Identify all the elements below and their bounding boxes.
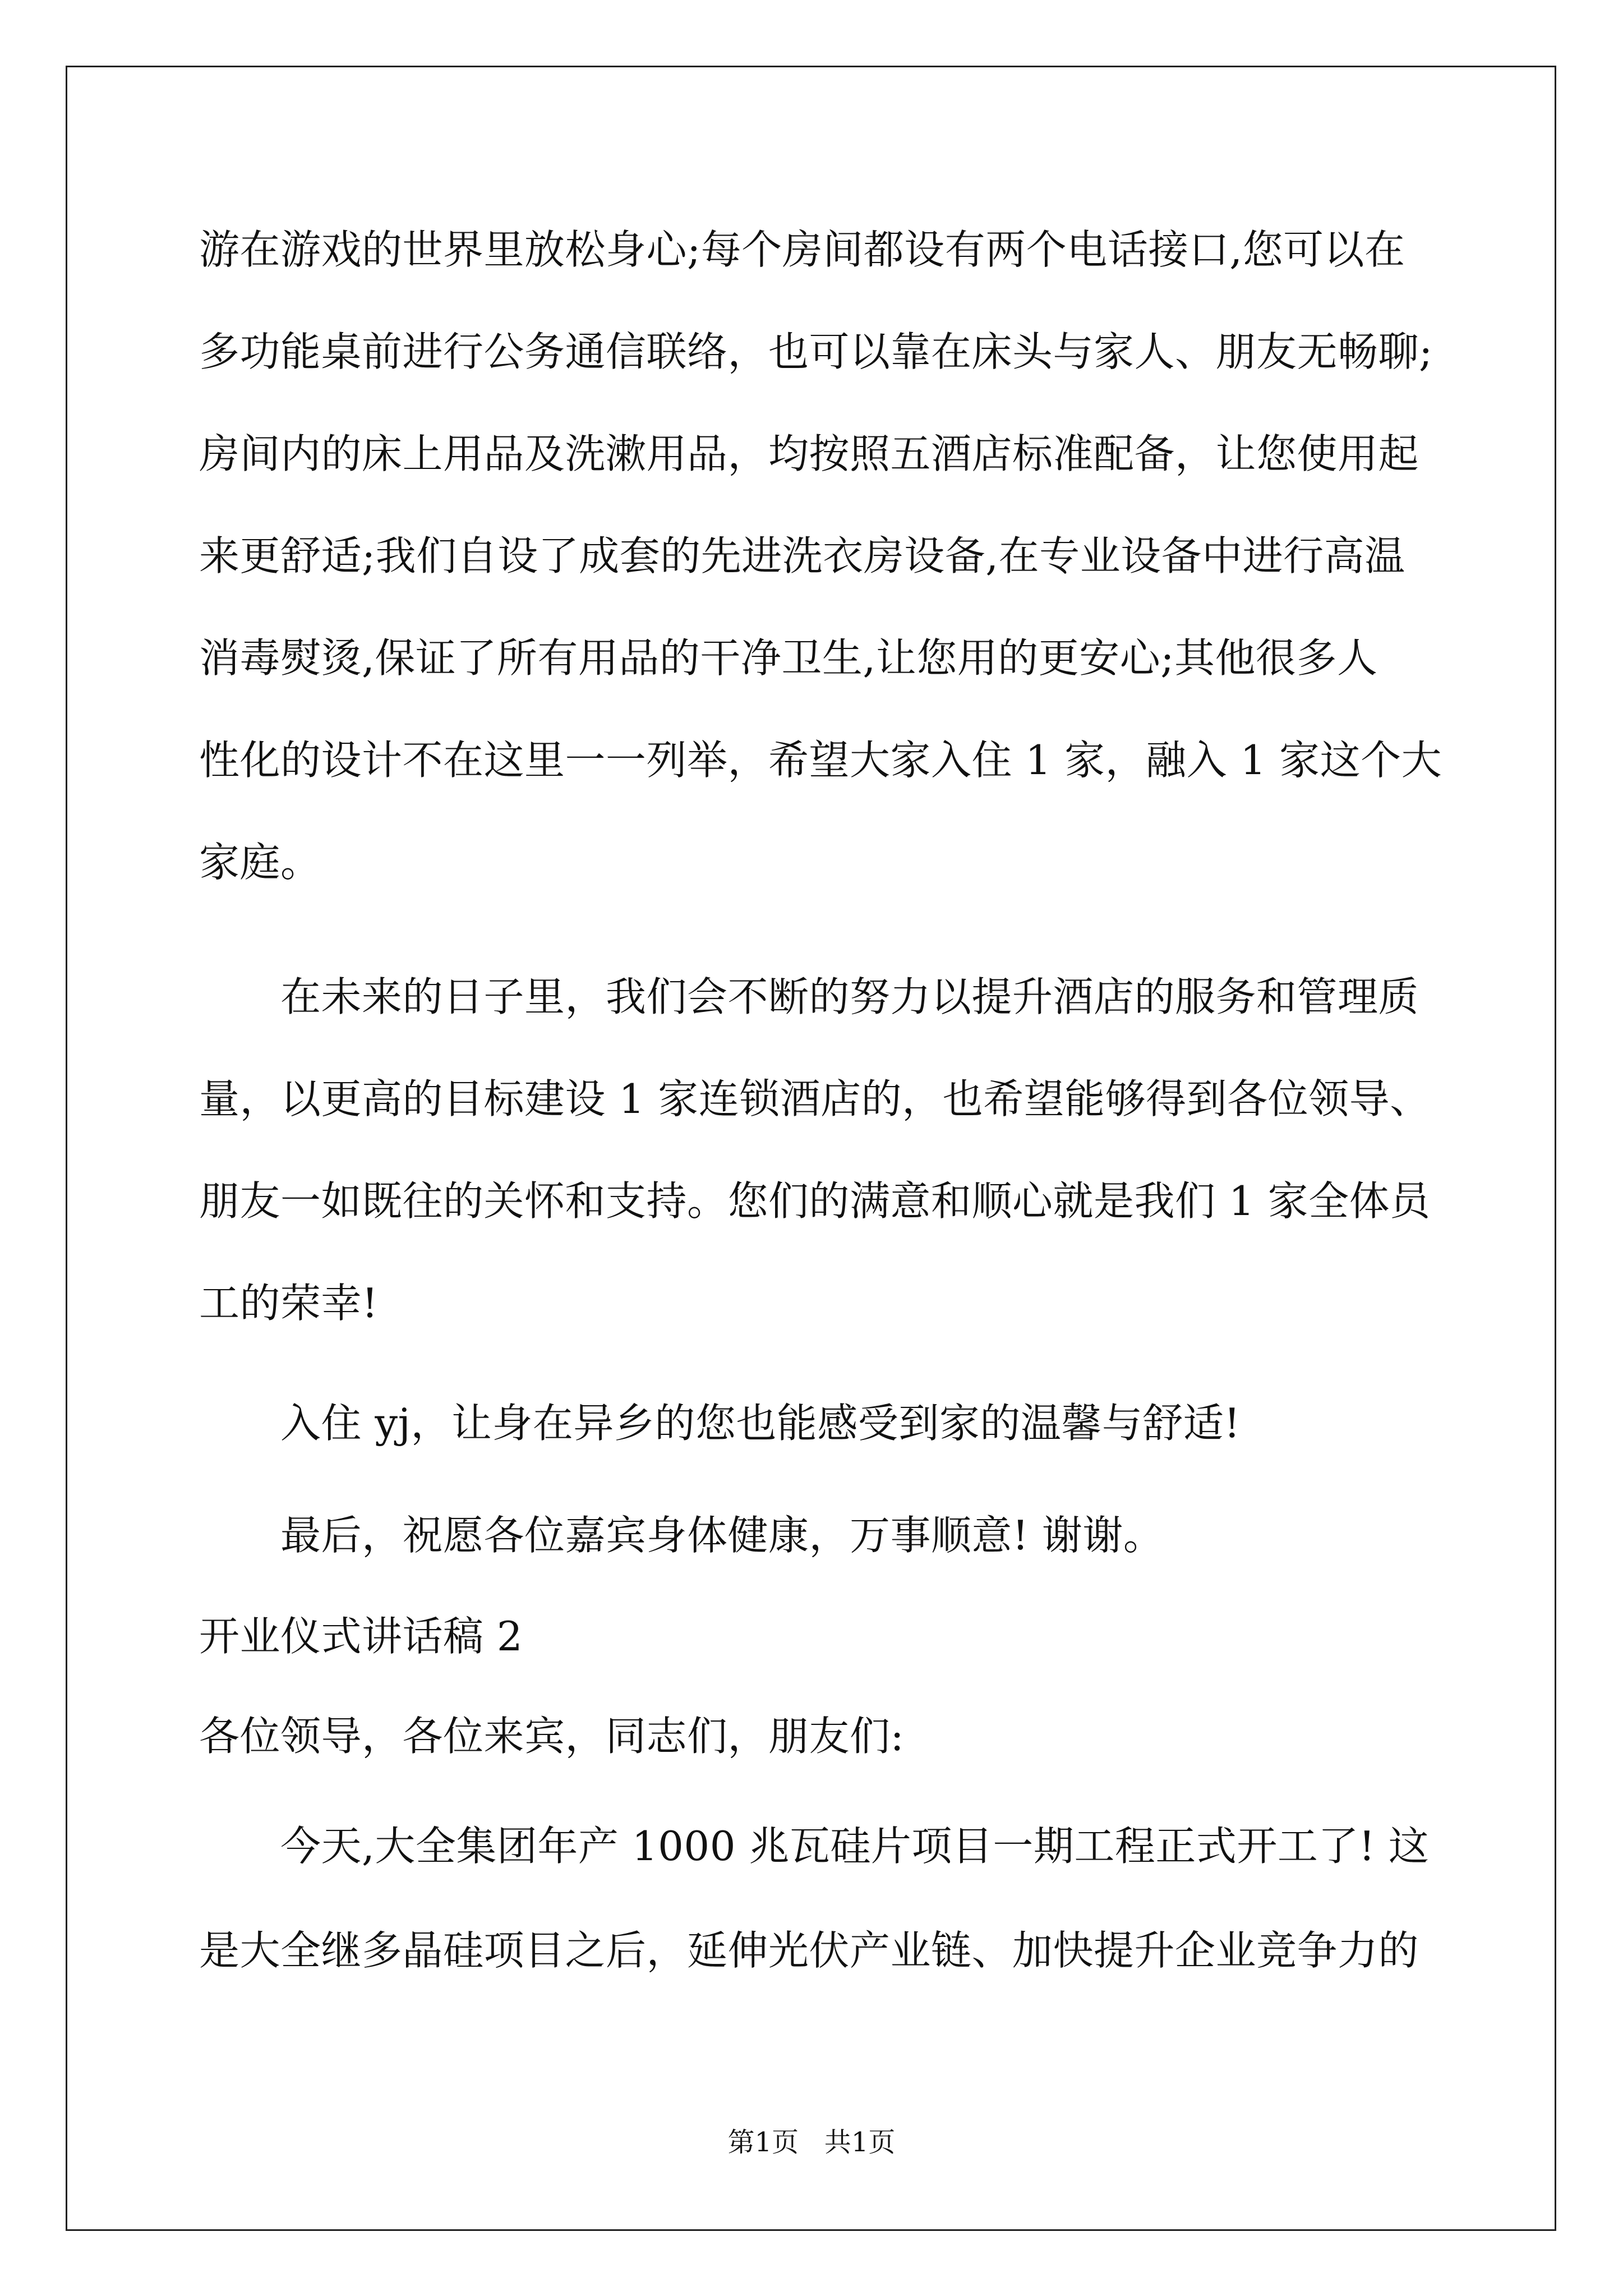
paragraph-start-line: 在未来的日子里，我们会不断的努力以提升酒店的服务和管理质 — [280, 973, 1419, 1020]
page-border — [66, 66, 1556, 2231]
text-line: 游在游戏的世界里放松身心;每个房间都设有两个电话接口,您可以在 — [199, 226, 1405, 273]
text-line: 来更舒适;我们自设了成套的先进洗衣房设备,在专业设备中进行高温 — [199, 532, 1405, 579]
paragraph-start-line: 最后，祝愿各位嘉宾身体健康，万事顺意! 谢谢。 — [280, 1512, 1164, 1559]
text-line: 多功能桌前进行公务通信联络，也可以靠在床头与家人、朋友无畅聊; — [199, 328, 1433, 375]
paragraph-start-line: 今天,大全集团年产 1000 兆瓦硅片项目一期工程正式开工了! 这 — [280, 1823, 1430, 1870]
text-line: 家庭。 — [199, 839, 321, 886]
text-line: 量，以更高的目标建设 1 家连锁酒店的，也希望能够得到各位领导、 — [199, 1075, 1431, 1122]
paragraph-start-line: 入住 yj，让身在异乡的您也能感受到家的温馨与舒适! — [280, 1400, 1241, 1447]
section-heading: 开业仪式讲话稿 2 — [199, 1613, 523, 1660]
page-number-footer: 第1页 共1页 — [727, 2127, 896, 2158]
text-line: 朋友一如既往的关怀和支持。您们的满意和顺心就是我们 1 家全体员 — [199, 1177, 1431, 1225]
text-line: 性化的设计不在这里一一列举，希望大家入住 1 家，融入 1 家这个大 — [199, 737, 1442, 784]
text-line: 消毒熨烫,保证了所有用品的干净卫生,让您用的更安心;其他很多人 — [199, 634, 1378, 682]
text-line: 房间内的床上用品及洗漱用品，均按照五酒店标准配备，让您使用起 — [199, 430, 1419, 477]
salutation-line: 各位领导，各位来宾，同志们，朋友们: — [199, 1713, 905, 1760]
text-line: 是大全继多晶硅项目之后，延伸光伏产业链、加快提升企业竞争力的 — [199, 1927, 1419, 1974]
text-line: 工的荣幸! — [199, 1280, 379, 1327]
